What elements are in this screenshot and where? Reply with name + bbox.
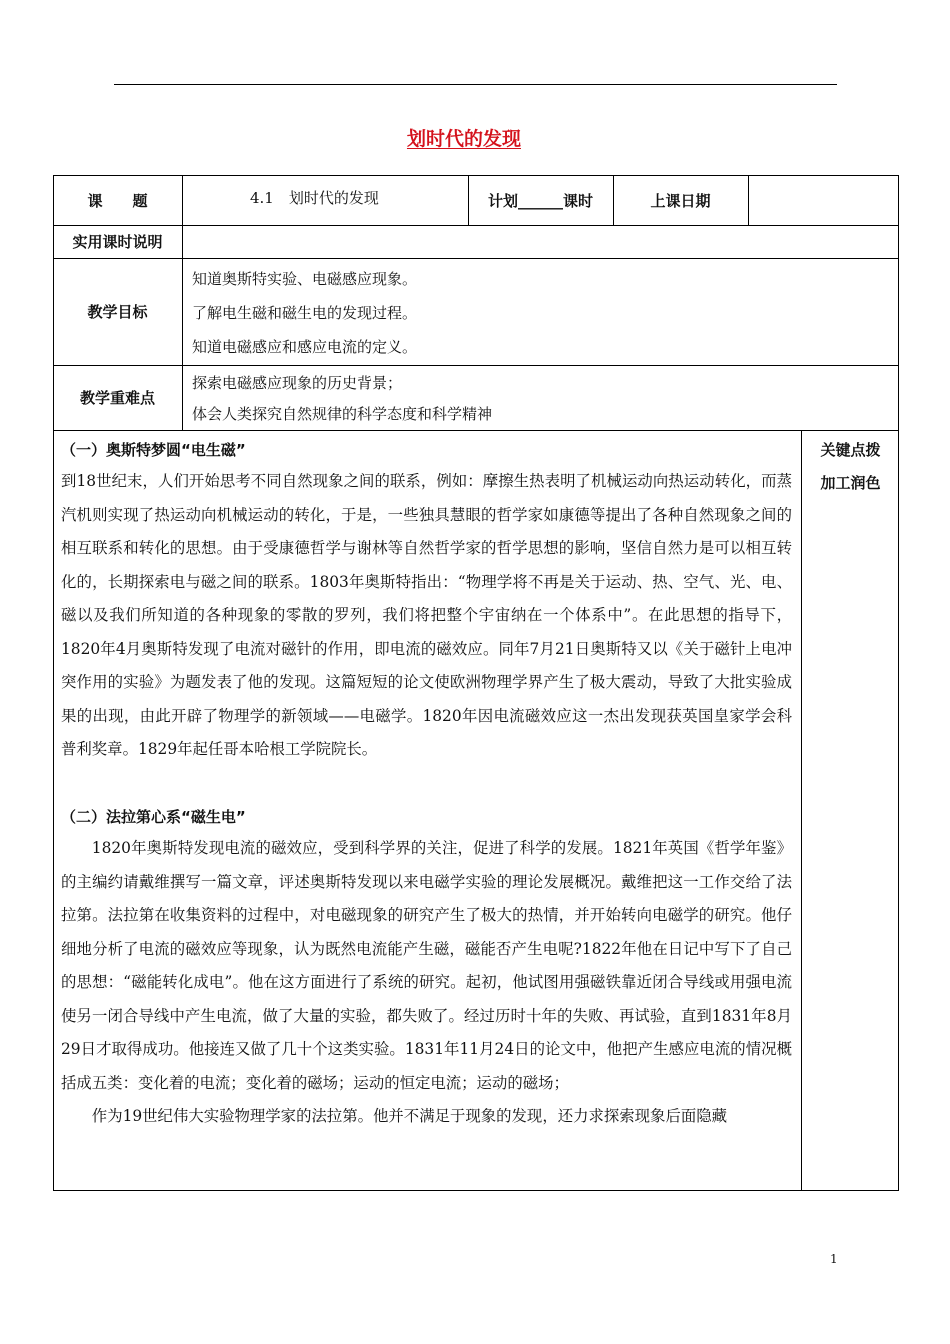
plan-hours-label: 计划______课时 — [487, 191, 593, 210]
difficulty-item: 探索电磁感应现象的历史背景； — [192, 374, 403, 392]
usage-label: 实用课时说明 — [72, 233, 163, 251]
page-title: 划时代的发现 — [406, 128, 521, 150]
objective-item: 了解电生磁和磁生电的发现过程。 — [192, 304, 418, 322]
page-number: 1 — [830, 1252, 838, 1266]
objectives-label: 教学目标 — [87, 303, 148, 321]
section-body — [61, 832, 792, 1134]
paragraph: 1820年奥斯特发现电流的磁效应，受到科学界的关注，促进了科学的发展。1821年英国《哲学年鉴》的主编约请戴维撰写一篇文章，评述奥斯特发现以来电磁学实验的理论发展概况。戴维把这一工作交给了法拉第。法拉第在收集资料的过程中，对电磁现象的研究产生了极大的热情，并开始转向电磁学的研究。他仔细地分析了电流的磁效应等现象，认为既然电流能产生磁，磁能否产生电呢?1822年他在日记中写下了自己的思想：“磁能转化成电”。他在这方面进行了系统的研究。起初，他试图用强磁铁靠近闭合导线或用强电流使另一闭合导线中产生电流，做了大量的实验，都失败了。经过历时十年的失败、再试验，直到1831年8月29日才取得成功。他接连又做了几十个这类实验。1831年11月24日的论文中，他把产生感应电流的情况概括成五类：变化着的电流；变化着的磁场；运动的恒定电流；运动的磁场； — [61, 839, 792, 1092]
paragraph: 到18世纪末，人们开始思考不同自然现象之间的联系，例如：摩擦生热表明了机械运动向热运动转化，而蒸汽机则实现了热运动向机械运动的转化，于是，一些独具慧眼的哲学家如康德等提出了各种自然现象之间的相互联系和转化的思想。由于受康德哲学与谢林等自然哲学家的哲学思想的影响，坚信自然力是可以相互转化的，长期探索电与磁之间的联系。1803年奥斯特指出：“物理学将不再是关于运动、热、空气、光、电、磁以及我们所知道的各种现象的零散的罗列，我们将把整个宇宙纳在一个体系中”。在此思想的指导下，1820年4月奥斯特发现了电流对磁针的作用，即电流的磁效应。同年7月21日奥斯特又以《关于磁针上电冲突作用的实验》为题发表了他的发现。这篇短短的论文使欧洲物理学界产生了极大震动，导致了大批实验成果的出现，由此开辟了物理学的新领域——电磁学。1820年因电流磁效应这一杰出发现获英国皇家学会科普利奖章。1829年起任哥本哈根工学院院长。 — [61, 472, 792, 758]
difficulty-item: 体会人类探究自然规律的科学态度和科学精神 — [192, 405, 493, 423]
class-date-label: 上课日期 — [650, 191, 711, 210]
class-date-value — [748, 175, 899, 225]
section-heading: （一）奥斯特梦圆“电生磁” — [61, 441, 246, 459]
sidebar-polish: 加工润色 — [820, 474, 881, 492]
objective-item: 知道电磁感应和感应电流的定义。 — [192, 338, 418, 356]
paragraph: 作为19世纪伟大实验物理学家的法拉第。他并不满足于现象的发现，还力求探索现象后面隐藏 — [91, 1107, 728, 1125]
difficulties-label: 教学重难点 — [79, 389, 155, 407]
sidebar-key-points: 关键点拨 — [820, 441, 881, 459]
topic-value: 4.1 划时代的发现 — [250, 189, 379, 207]
section-heading: （二）法拉第心系“磁生电” — [61, 808, 246, 826]
header-rule — [114, 84, 837, 85]
objective-item: 知道奥斯特实验、电磁感应现象。 — [192, 270, 418, 288]
section-body — [61, 465, 792, 767]
topic-label: 课 题 — [87, 191, 148, 210]
